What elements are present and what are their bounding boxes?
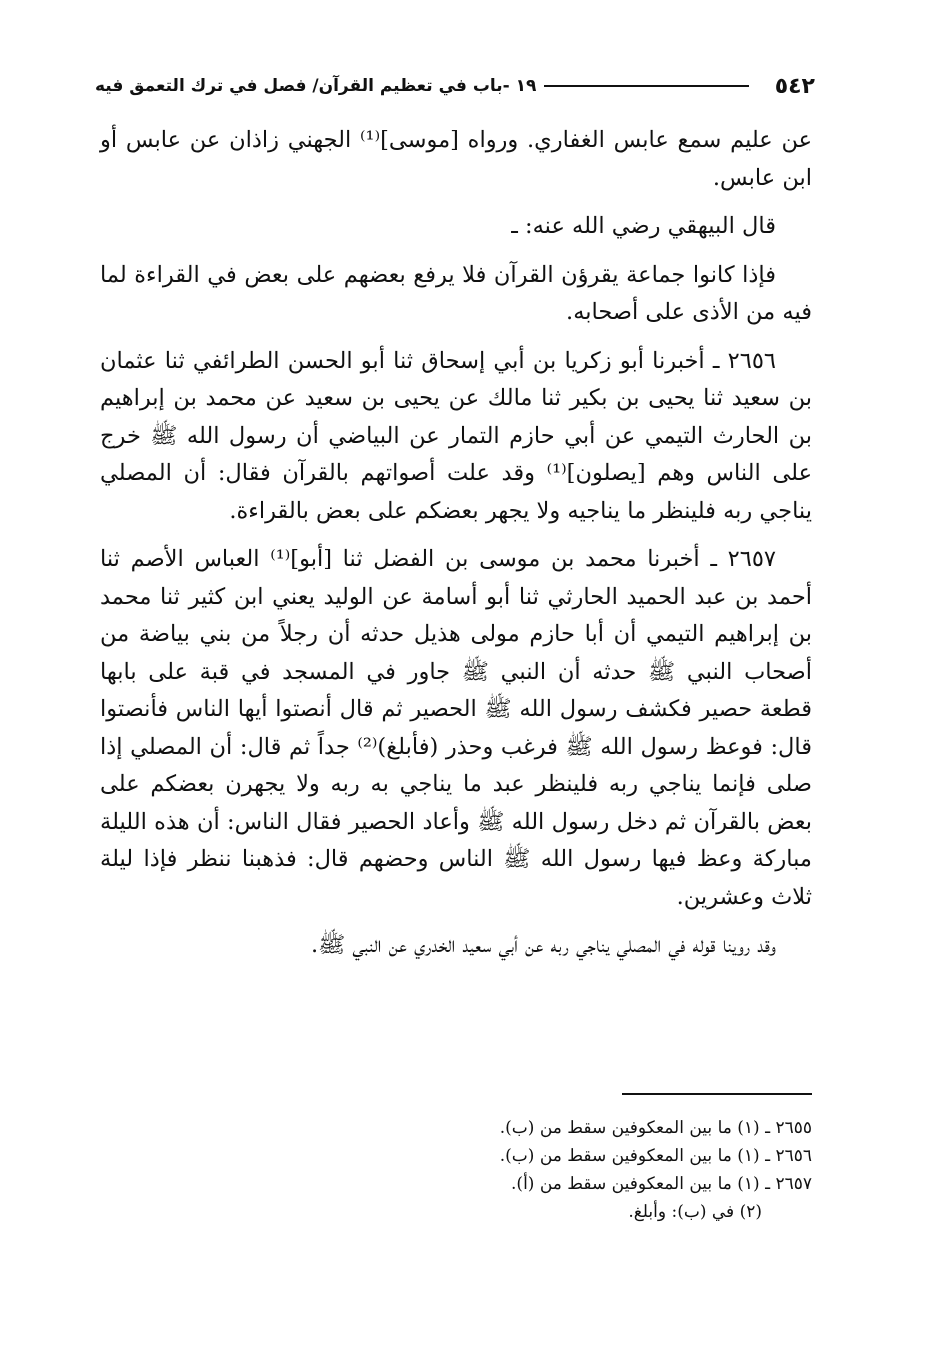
- paragraph: وقد روينا قوله في المصلي يناجي ربه عن أبي سعيد الخدري عن النبي ﷺ.: [310, 932, 776, 958]
- footnote: ٢٦٥٥ ـ (١) ما بين المعكوفين سقط من (ب).: [499, 1118, 812, 1138]
- chapter-title: ١٩ -باب في تعظيم القرآن/ فصل في ترك التعمق فيه: [95, 76, 537, 96]
- paragraph: قال البيهقي رضي الله عنه: ـ: [511, 213, 776, 239]
- main-text: [100, 122, 812, 976]
- paragraph: فإذا كانوا جماعة يقرؤن القرآن فلا يرفع بعضهم على بعض في القراءة لما فيه من الأذى على أصحابه.: [100, 261, 812, 325]
- footnotes: [300, 1114, 812, 1226]
- hadith-2657: ٢٦٥٧ ـ أخبرنا محمد بن موسى بن الفضل ثنا [أبو]⁽¹⁾ العباس الأصم ثنا أحمد بن عبد الحميد الحارثي ثنا أبو أسامة عن الوليد يعني ابن كثير ثنا محمد بن إبراهيم التيمي أن أبا حازم مولى هذيل حدثه أن رجلاً من بني بياضة من أصحاب النبي ﷺ حدثه أن النبي ﷺ جاور في المسجد في قبة على بابها قطعة حصير فكشف رسول الله ﷺ الحصير ثم قال أنصتوا أيها الناس فأنصتوا قال: فوعظ رسول الله ﷺ فرغب وحذر (فأبلغ)⁽²⁾ جداً ثم قال: أن المصلي إذا صلى فإنما يناجي ربه فلينظر عبد ما يناجي به ربه ولا يجهرن بعضكم على بعض بالقرآن ثم دخل رسول الله ﷺ وأعاد الحصير فقال الناس: أن هذه الليلة مباركة وعظ فيها رسول الله ﷺ الناس وحضهم قال: فذهبنا ننظر فإذا ليلة ثلاث وعشرين.: [100, 546, 812, 910]
- footnote: ٢٦٥٧ ـ (١) ما بين المعكوفين سقط من (أ).: [511, 1174, 812, 1194]
- hadith-2656: ٢٦٥٦ ـ أخبرنا أبو زكريا بن أبي إسحاق ثنا أبو الحسن الطرائفي ثنا عثمان بن سعيد ثنا يحيى بن بكير ثنا مالك عن يحيى بن سعيد عن محمد بن إبراهيم بن الحارث التيمي عن أبي حازم التمار عن البياضي أن رسول الله ﷺ خرج على الناس وهم [يصلون]⁽¹⁾ وقد علت أصواتهم بالقرآن فقال: أن المصلي يناجي ربه فلينظر ما يناجيه ولا يجهر بعضكم على بعض بالقراءة.: [100, 347, 812, 524]
- footnote-rule: [622, 1093, 812, 1095]
- page-number: ٥٤٢: [774, 73, 815, 99]
- running-header: [95, 66, 815, 106]
- footnote: ٢٦٥٦ ـ (١) ما بين المعكوفين سقط من (ب).: [499, 1146, 812, 1166]
- header-rule: [544, 85, 748, 87]
- footnote: (٢) في (ب): وأبلغ.: [628, 1202, 762, 1222]
- paragraph: عن عليم سمع عابس الغفاري. ورواه [موسى]⁽¹⁾ الجهني زاذان عن عابس أو ابن عابس.: [100, 127, 813, 191]
